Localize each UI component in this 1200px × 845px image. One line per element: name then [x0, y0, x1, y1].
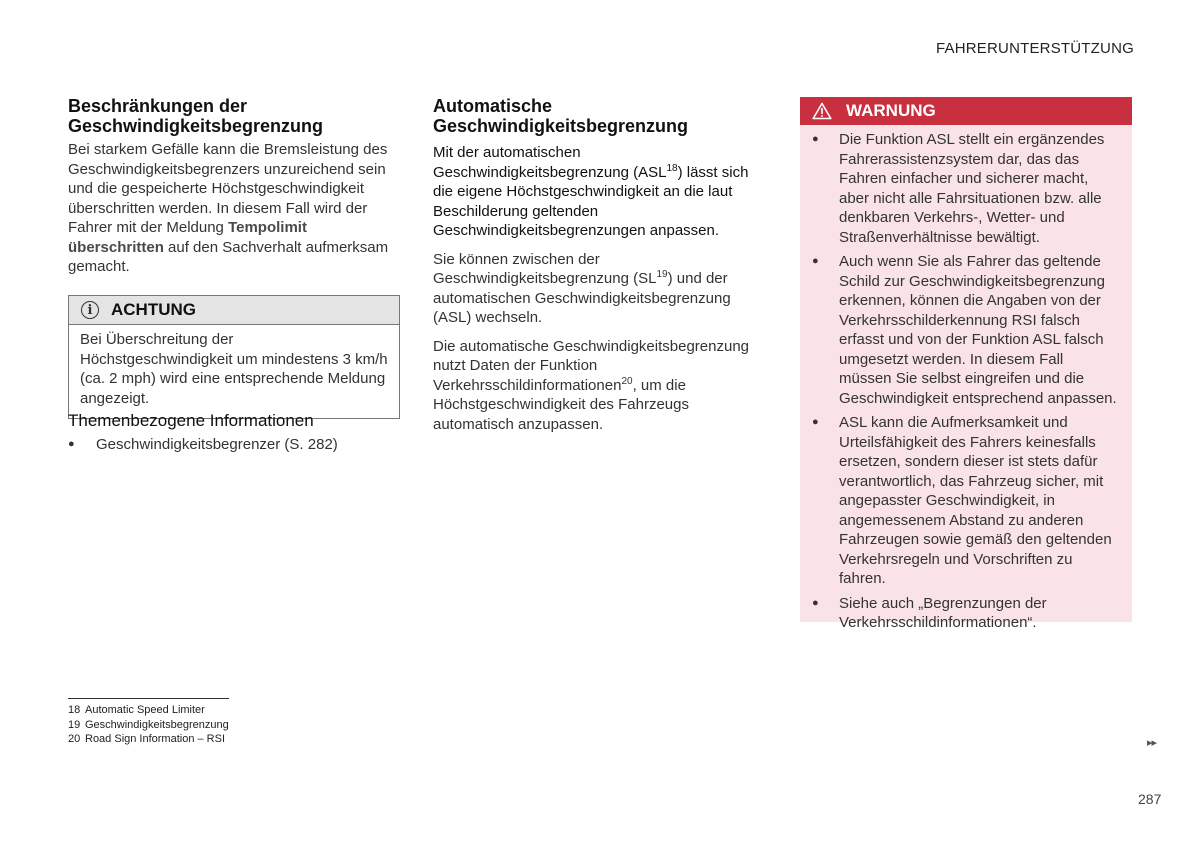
footnote-ref[interactable]: 20 — [621, 375, 633, 387]
next-page-icon[interactable]: ▸▸ — [1147, 737, 1157, 749]
bullet-icon: ● — [812, 255, 819, 267]
heading-line-2: Geschwindigkeitsbegrenzung — [68, 116, 324, 136]
bullet-icon: ● — [812, 596, 819, 609]
footnote — [68, 703, 368, 718]
related-link[interactable] — [68, 435, 400, 455]
caution-body — [69, 325, 399, 418]
rsi-paragraph — [433, 337, 768, 435]
footnote-number: 18 — [68, 704, 81, 716]
paragraph-text: Die automatische Geschwindigkeitsbegrenzung nutzt Daten der Funktion Verkehrsschildinformationen — [433, 337, 750, 394]
warning-triangle-icon — [812, 102, 832, 120]
bullet-icon: ● — [812, 133, 819, 145]
caution-box — [68, 295, 400, 419]
bullet-icon: ● — [68, 438, 75, 450]
footnote-number: 20 — [68, 733, 81, 745]
switch-paragraph — [433, 250, 768, 328]
section-label: FAHRERUNTERSTÜTZUNG — [936, 40, 1134, 57]
paragraph-text: Sie können zwischen der Geschwindigkeitsbegrenzung (SL — [433, 250, 657, 287]
section-heading — [68, 96, 400, 136]
footnote-ref[interactable]: 19 — [656, 269, 668, 280]
footnotes — [68, 703, 368, 747]
info-circle-icon: i — [81, 301, 99, 319]
limitations-paragraph — [68, 140, 400, 277]
footnote-number: 19 — [68, 718, 81, 731]
footnote-text: Geschwindigkeitsbegrenzung — [85, 718, 229, 731]
warning-list — [800, 125, 1132, 633]
warning-item — [812, 413, 1118, 589]
related-link-text[interactable]: Geschwindigkeitsbegrenzer (S. 282) — [96, 436, 338, 453]
warning-item-text: Auch wenn Sie als Fahrer das geltende Schild zur Geschwindigkeitsbegrenzung erkennen, können die Angaben von der Verkehrsschilderkennung RSI falsch erfasst und von der Funktion ASL falsch umgesetzt werden. In diesem Fall müssen Sie selbst eingreifen und die Geschwindigkeit entsprechend anpassen. — [839, 253, 1117, 407]
bullet-icon: ● — [812, 416, 819, 428]
warning-item-text[interactable]: Siehe auch „Begrenzungen der Verkehrsschildinformationen“. — [839, 594, 1047, 631]
warning-item-text: Die Funktion ASL stellt ein ergänzendes Fahrerassistenzsystem dar, das das Fahren einfacher und sicherer macht, aber nicht alle Fahrsituationen bzw. alle denkbaren Verkehrs-, Wetter- und Straßenverhältnisse bewältigt. — [839, 131, 1105, 246]
warning-header — [800, 97, 1132, 125]
caution-text: Bei Überschreitung der Höchstgeschwindigkeit um mindestens 3 km/h (ca. 2 mph) wird eine entsprechende Meldung angezeigt. — [80, 331, 388, 407]
footnote — [68, 718, 368, 733]
warning-title: WARNUNG — [846, 101, 936, 120]
footnote-ref[interactable]: 18 — [666, 162, 678, 174]
related-information — [68, 411, 400, 455]
paragraph-text-end: ) lässt sich die eigene Höchstgeschwindigkeit an die laut Beschilderung geltenden Geschwindigkeitsbegrenzungen anpassen. — [433, 163, 749, 239]
footnote — [68, 732, 368, 747]
heading-line-2: Geschwindigkeitsbegrenzung — [433, 116, 689, 136]
paragraph-text-end: , um die Höchstgeschwindigkeit des Fahrzeugs automatisch anzupassen. — [433, 376, 689, 433]
page-number: 287 — [1138, 791, 1162, 807]
footnote-text: Road Sign Information – RSI — [85, 733, 226, 745]
section-heading — [433, 96, 768, 136]
related-title: Themenbezogene Informationen — [68, 411, 314, 430]
message-highlight: Tempolimit überschritten — [68, 219, 307, 256]
related-list — [68, 435, 400, 455]
warning-panel — [800, 97, 1132, 631]
caution-header — [69, 296, 399, 325]
heading-line-1: Automatische — [433, 96, 553, 116]
paragraph-text: Mit der automatischen Geschwindigkeitsbegrenzung (ASL — [433, 144, 667, 181]
heading-line-1: Beschränkungen der — [68, 96, 248, 116]
warning-item[interactable] — [812, 594, 1118, 633]
body-text-end: auf den Sachverhalt aufmerksam gemacht. — [68, 238, 389, 275]
asl-intro-paragraph — [433, 143, 768, 241]
warning-item — [812, 130, 1118, 247]
body-text: Bei starkem Gefälle kann die Bremsleistung des Geschwindigkeitsbegrenzers unzureichend sein und die gespeicherte Höchstgeschwindigkeit überschritten werden. In diesem Fall wird der Fahrer mit der Meldung — [68, 141, 388, 236]
paragraph-text-end: ) und der automatischen Geschwindigkeitsbegrenzung (ASL) wechseln. — [433, 270, 731, 326]
footnote-divider — [68, 698, 229, 699]
warning-item-text: ASL kann die Aufmerksamkeit und Urteilsfähigkeit des Fahrers keinesfalls ersetzen, sondern dieser ist stets dafür verantwortlich, das Fahrzeug sicher, mit angepasster Geschwindigkeit, in angemessenem Abstand zu anderen Fahrzeugen sowie gemäß den geltenden Verkehrsregeln und Vorschriften zu fahren. — [839, 414, 1112, 587]
footnote-text: Automatic Speed Limiter — [85, 704, 205, 716]
limitations-column — [68, 96, 400, 277]
caution-title: ACHTUNG — [111, 300, 196, 319]
asl-column — [433, 96, 768, 434]
warning-item — [812, 252, 1118, 408]
warning-box — [800, 97, 1132, 631]
